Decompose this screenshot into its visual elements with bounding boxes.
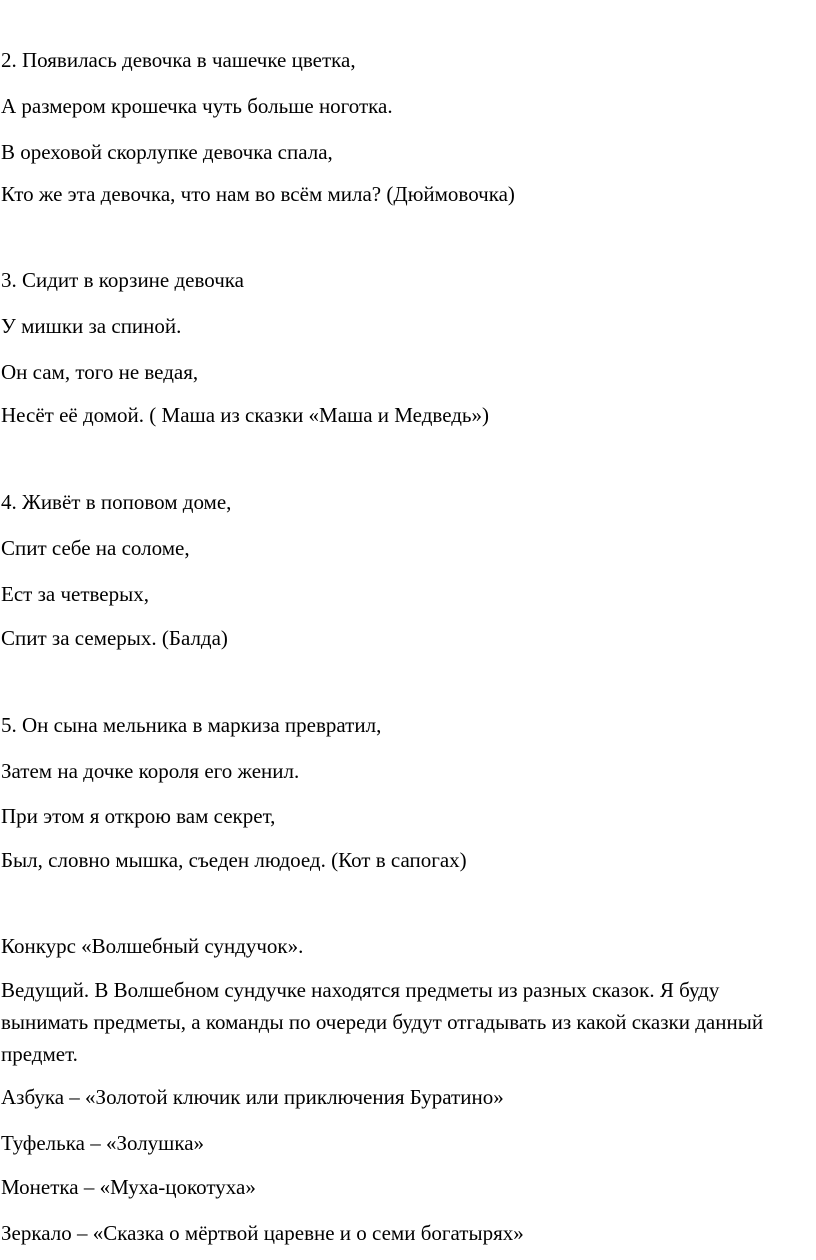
riddle-5-line-2: Затем на дочке короля его женил. [1,759,300,783]
riddle-3-line-2: У мишки за спиной. [1,314,182,338]
riddle-3-line-4: Несёт её домой. ( Маша из сказки «Маша и Медведь») [1,403,489,427]
contest-item-2: Туфелька – «Золушка» [1,1131,205,1155]
riddle-3-line-1: 3. Сидит в корзине девочка [1,268,244,292]
riddle-3-line-3: Он сам, того не ведая, [1,360,199,384]
riddle-4-line-2: Спит себе на соломе, [1,536,190,560]
contest-item-1: Азбука – «Золотой ключик или приключения Буратино» [1,1085,504,1109]
riddle-5-line-1: 5. Он сына мельника в маркиза превратил, [1,713,382,737]
riddle-4-line-4: Спит за семерых. (Балда) [1,626,228,650]
contest-title: Конкурс «Волшебный сундучок». [1,934,304,958]
riddle-5-line-3: При этом я открою вам секрет, [1,804,276,828]
riddle-2-line-2: А размером крошечка чуть больше ноготка. [1,94,393,118]
contest-intro: Ведущий. В Волшебном сундучке находятся предметы из разных сказок. Я буду вынимать предметы, а команды по очереди будут отгадывать из какой сказки данный предмет. [1,978,764,1066]
riddle-2-line-1: 2. Появилась девочка в чашечке цветка, [1,48,356,72]
contest-item-3: Монетка – «Муха-цокотуха» [1,1175,256,1199]
contest-item-4: Зеркало – «Сказка о мёртвой царевне и о семи богатырях» [1,1221,524,1245]
riddle-2-line-4: Кто же эта девочка, что нам во всём мила? (Дюймовочка) [1,182,515,206]
riddle-4-line-3: Ест за четверых, [1,582,149,606]
riddle-2-line-3: В ореховой скорлупке девочка спала, [1,140,333,164]
riddle-4-line-1: 4. Живёт в поповом доме, [1,490,232,514]
riddle-5-line-4: Был, словно мышка, съеден людоед. (Кот в сапогах) [1,848,467,872]
